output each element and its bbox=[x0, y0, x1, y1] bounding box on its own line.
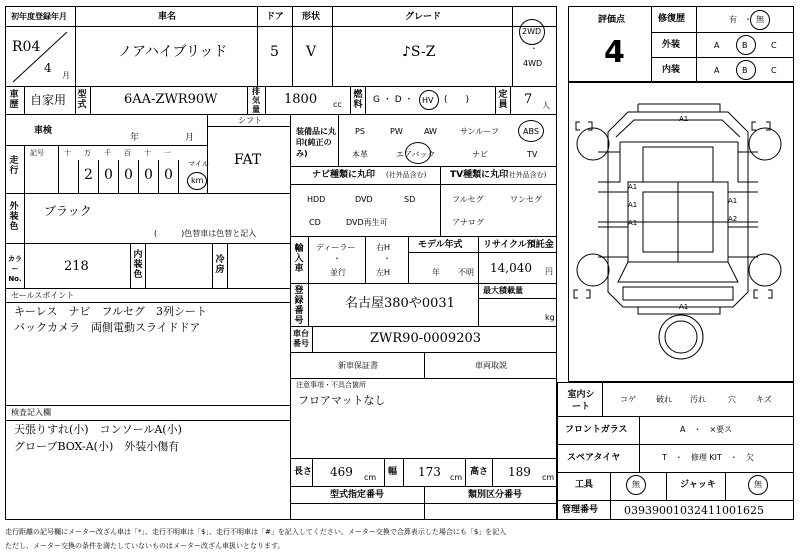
mileage-h5: 一 bbox=[164, 149, 171, 157]
model-year-unit: 年 bbox=[432, 268, 440, 277]
door-count: 5 bbox=[270, 44, 279, 60]
capacity-label: 定員 bbox=[498, 90, 508, 110]
color-value: ブラック bbox=[44, 204, 92, 218]
mileage-symbol-label: 記号 bbox=[30, 149, 44, 157]
car-diagram-drawing bbox=[568, 82, 794, 382]
ext-label: 外装 bbox=[662, 40, 681, 50]
fuel-options: G ・ D ・ bbox=[373, 95, 414, 105]
equipment-label: 装備品に丸印(純正のみ) bbox=[296, 127, 336, 158]
mileage-h4: 十 bbox=[144, 149, 151, 157]
fuel-label: 燃料 bbox=[353, 90, 363, 110]
spare-value: T ・ 修理 KIT ・ 欠 bbox=[662, 453, 754, 462]
int-grade-a: A bbox=[714, 66, 720, 75]
mileage-h0: 十 bbox=[64, 149, 71, 157]
model-label: 型式 bbox=[77, 90, 87, 110]
import-label: 輸入車 bbox=[294, 244, 304, 274]
plate: 名古屋380や0031 bbox=[345, 296, 455, 311]
control-no: 03939001032411001625 bbox=[624, 504, 764, 517]
car-name: ノアハイブリッド bbox=[118, 44, 228, 60]
ext-grade-c: C bbox=[771, 41, 777, 50]
shift: FAT bbox=[234, 152, 262, 168]
parallel-label: 並行 bbox=[330, 268, 346, 277]
tv-oneseg: ワンセグ bbox=[510, 195, 542, 204]
first-reg-label: 初年度登録年月 bbox=[11, 12, 67, 21]
repair-label: 修復歴 bbox=[658, 14, 686, 24]
equip-airbag: エアバック bbox=[396, 150, 436, 159]
displacement-unit: cc bbox=[333, 100, 342, 109]
length: 469 bbox=[330, 465, 353, 479]
grade: ♪S-Z bbox=[402, 44, 436, 60]
inspector-label: 検査記入欄 bbox=[11, 408, 51, 417]
control-no-label: 管理番号 bbox=[562, 505, 599, 515]
shape-label: 形状 bbox=[302, 12, 321, 22]
car-name-label: 車名 bbox=[158, 12, 177, 22]
tv-label: TV種類に丸印 bbox=[450, 170, 509, 180]
tv-fullseg: フルセグ bbox=[452, 195, 484, 204]
repair-dot: ・ bbox=[744, 15, 752, 24]
footer-line2: ただし、メーター交換の条件を満たしていないものはメーター改ざん車扱いとなります。 bbox=[5, 542, 285, 550]
plate-label: 登録番号 bbox=[294, 286, 304, 326]
mileage-h2: 千 bbox=[104, 149, 111, 157]
manual: 車両取説 bbox=[475, 361, 507, 370]
inspection-month-unit: 月 bbox=[185, 133, 195, 143]
length-label: 長さ bbox=[294, 467, 313, 477]
tools-label: 工具 bbox=[575, 480, 594, 490]
mileage-d5: 0 bbox=[164, 167, 173, 183]
ext-grade-a: A bbox=[714, 41, 720, 50]
fuel-selected: HV bbox=[422, 96, 434, 105]
seat-item-tear: 破れ bbox=[656, 395, 672, 404]
color-no: 218 bbox=[64, 259, 89, 274]
model: 6AA-ZWR90W bbox=[124, 92, 218, 107]
inspector-note-2: グローブBOX-A(小) 外装小傷有 bbox=[14, 440, 180, 453]
jack-label: ジャッキ bbox=[680, 480, 716, 490]
equip-abs: ABS bbox=[523, 127, 539, 136]
color-change-note: ( )色替車は色替と記入 bbox=[154, 229, 257, 238]
damage-a1-right-1: A1 bbox=[728, 197, 738, 205]
first-reg-month: 4 bbox=[44, 61, 52, 75]
seat-item-scratch: キズ bbox=[756, 395, 772, 404]
recycle-value: 14,040 bbox=[490, 261, 532, 275]
sales-points-label: セールスポイント bbox=[11, 291, 75, 300]
drive-4wd: 4WD bbox=[523, 59, 543, 68]
max-load-label: 最大積載量 bbox=[483, 286, 523, 295]
right-hand: 右H bbox=[376, 243, 391, 252]
jack-value: 無 bbox=[754, 480, 762, 489]
color-label: 外装色 bbox=[9, 202, 19, 232]
width-unit: cm bbox=[450, 473, 463, 482]
score: 4 bbox=[604, 35, 625, 70]
equip-leather: 本革 bbox=[352, 150, 368, 159]
equip-aw: AW bbox=[424, 127, 437, 136]
model-year-unknown: 不明 bbox=[458, 268, 474, 277]
tools-value: 無 bbox=[632, 480, 640, 489]
spare-label: スペアタイヤ bbox=[567, 453, 621, 463]
sales-point-1: キーレス ナビ フルセグ 3列シート bbox=[14, 305, 208, 318]
sales-point-2: バックカメラ 両側電動スライドドア bbox=[14, 321, 201, 334]
width: 173 bbox=[418, 465, 441, 479]
damage-a1-left-3: A1 bbox=[628, 219, 638, 227]
fuel-paren: ( ) bbox=[444, 95, 470, 105]
nav-sd: SD bbox=[404, 195, 416, 204]
equip-pw: PW bbox=[390, 127, 403, 136]
mileage-km: km bbox=[191, 176, 204, 185]
seat-item-burn: コゲ bbox=[620, 395, 636, 404]
seat-item-stain: 汚れ bbox=[690, 395, 706, 404]
height-label: 高さ bbox=[470, 467, 489, 477]
mileage-d3: 0 bbox=[124, 167, 133, 183]
dealer-label: ディーラー bbox=[316, 243, 356, 252]
equip-sunroof: サンルーフ bbox=[460, 127, 499, 136]
damage-a1-left-2: A1 bbox=[628, 201, 638, 209]
int-grade-b: B bbox=[742, 66, 748, 75]
damage-a1-bottom: A1 bbox=[679, 303, 689, 311]
footer-line1: 走行距離の記号欄にメーター改ざん車は「*」、走行不明車は「$」、走行不明車は「#」を記入してください。メーター交換で合算表示した場合にも「$」を記入 bbox=[5, 528, 507, 536]
nav-cd: CD bbox=[309, 218, 321, 227]
grade-label: グレード bbox=[405, 12, 442, 22]
height-unit: cm bbox=[542, 473, 555, 482]
seat-item-hole: 穴 bbox=[728, 395, 736, 404]
drive-2wd: 2WD bbox=[522, 27, 542, 36]
mileage-d2: 0 bbox=[104, 167, 113, 183]
use-value: 自家用 bbox=[30, 93, 67, 107]
nav-hdd: HDD bbox=[307, 195, 326, 204]
int-label: 内装 bbox=[662, 65, 681, 75]
inspector-note-1: 天張りすれ(小) コンソールA(小) bbox=[14, 423, 182, 436]
score-label: 評価点 bbox=[598, 15, 626, 25]
max-load-unit: kg bbox=[545, 313, 555, 322]
repair-yes: 有 bbox=[729, 15, 737, 24]
damage-a1-left-1: A1 bbox=[628, 183, 638, 191]
length-unit: cm bbox=[364, 473, 377, 482]
mileage-h3: 百 bbox=[124, 149, 131, 157]
use-label: 車歴 bbox=[9, 90, 19, 110]
new-car-warranty: 新車保証書 bbox=[338, 361, 378, 370]
damage-a1-top: A1 bbox=[679, 115, 689, 123]
mileage-label: 走行 bbox=[9, 156, 19, 176]
mileage-d1: 2 bbox=[84, 167, 93, 183]
chassis: ZWR90-0009203 bbox=[370, 331, 482, 346]
tv-analog: アナログ bbox=[452, 218, 484, 227]
equip-navi: ナビ bbox=[472, 150, 488, 159]
equip-ps: PS bbox=[355, 127, 365, 136]
windshield-label: フロントガラス bbox=[565, 425, 628, 435]
type-spec-label: 型式指定番号 bbox=[330, 490, 385, 500]
nav-dvd-play: DVD再生可 bbox=[346, 218, 388, 227]
nav-label: ナビ種類に丸印 bbox=[312, 170, 376, 180]
nav-dvd: DVD bbox=[355, 195, 373, 204]
notes-label: 注意事項・不具合箇所 bbox=[296, 381, 366, 389]
nav-note: (社外品含む) bbox=[386, 171, 427, 179]
mileage-h1: 万 bbox=[84, 149, 91, 157]
shift-label: シフト bbox=[238, 116, 262, 125]
windshield-value: A ・ ×要ス bbox=[680, 425, 733, 434]
notes: フロアマットなし bbox=[298, 394, 386, 407]
inspection-label: 車検 bbox=[34, 126, 53, 136]
displacement-label: 排気量 bbox=[252, 87, 260, 114]
mileage-mile: マイル bbox=[188, 160, 209, 168]
width-label: 幅 bbox=[388, 467, 398, 477]
damage-a2-right: A2 bbox=[728, 215, 738, 223]
class-label: 類別区分番号 bbox=[468, 490, 523, 500]
equip-tv: TV bbox=[527, 150, 538, 159]
displacement: 1800 bbox=[284, 92, 318, 107]
height: 189 bbox=[508, 465, 531, 479]
first-reg-month-unit: 月 bbox=[62, 71, 70, 80]
freezer-label: 冷房 bbox=[215, 255, 225, 275]
model-year-label: モデル年式 bbox=[418, 240, 463, 250]
tv-note: (社外品含む) bbox=[506, 171, 547, 179]
repair-no: 無 bbox=[756, 15, 764, 24]
interior-seat-label: 室内シート bbox=[567, 390, 595, 412]
capacity: 7 bbox=[524, 92, 533, 107]
chassis-label: 車台番号 bbox=[293, 329, 309, 348]
recycle-label: リサイクル預託金 bbox=[483, 240, 554, 250]
ext-grade-b: B bbox=[742, 41, 748, 50]
recycle-unit: 円 bbox=[545, 267, 553, 276]
door-label: ドア bbox=[266, 12, 284, 22]
capacity-unit: 人 bbox=[542, 101, 550, 110]
inspection-year-unit: 年 bbox=[130, 133, 140, 143]
mileage-d4: 0 bbox=[144, 167, 153, 183]
int-grade-c: C bbox=[771, 66, 777, 75]
shape: V bbox=[306, 44, 317, 60]
first-reg-year: R04 bbox=[12, 39, 41, 55]
color-no-label: カラーNo. bbox=[8, 255, 22, 283]
left-hand: 左H bbox=[376, 268, 391, 277]
interior-label: 内装色 bbox=[133, 250, 143, 280]
